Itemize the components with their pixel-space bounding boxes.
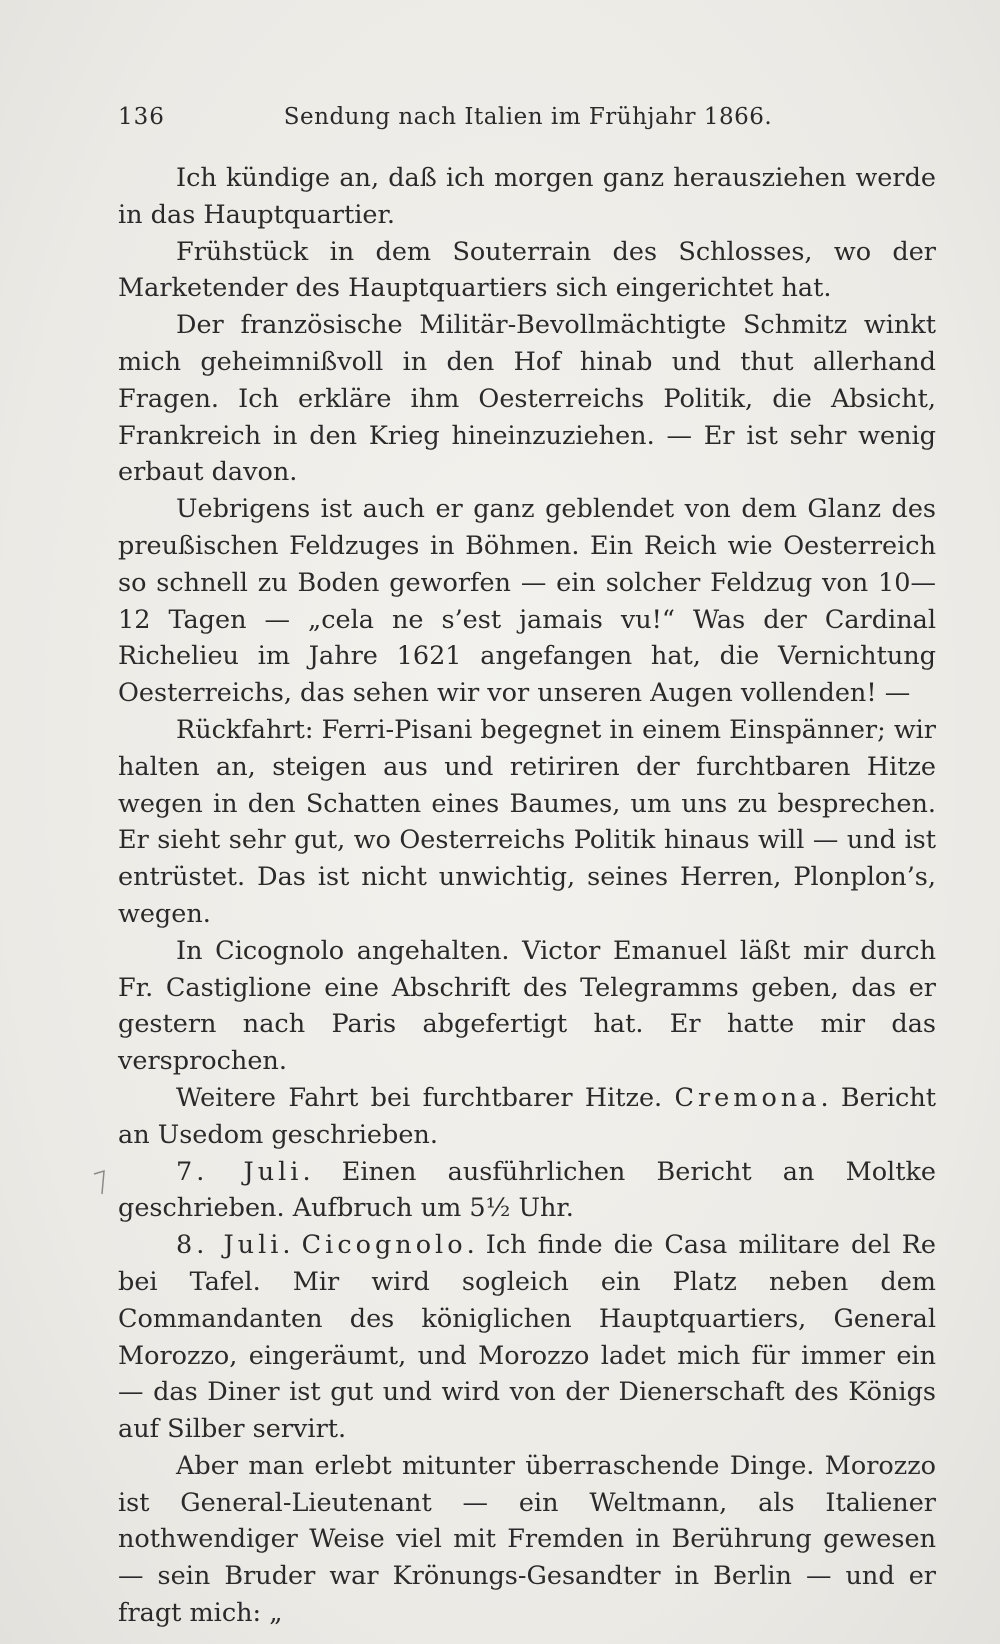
paragraph: Der französische Militär-Bevollmächtigte Schmitz winkt mich geheimnißvoll in den Hof hinab und thut allerhand Fragen. Ich erkläre ihm Oesterreichs Politik, die Absicht, Frankreich in den Krieg hineinzuziehen. — Er ist sehr wenig erbaut davon. (118, 310, 936, 488)
paragraph: Rückfahrt: Ferri-Pisani begegnet in einem Einspänner; wir halten an, steigen aus und retiriren der furchtbaren Hitze wegen in den Schatten eines Baumes, um uns zu besprechen. Er sieht sehr gut, wo Oesterreichs Politik hinaus will — und ist entrüstet. Das ist nicht unwichtig, seines Herren, Plonplon’s, wegen. (118, 714, 936, 929)
place-name: Cremona (674, 1082, 821, 1113)
paragraph: Ich kündige an, daß ich morgen ganz herausziehen werde in das Hauptquartier. (118, 163, 936, 230)
paragraph: Frühstück in dem Souterrain des Schlosses, wo der Marketender des Hauptquartiers sich eingerichtet hat. (118, 236, 936, 304)
place-name: Cicognolo (301, 1230, 467, 1261)
paragraph-text: . Ich finde die Casa militare del Re bei Tafel. Mir wird sogleich ein Platz neben dem Commandanten des königlichen Hauptquartiers, General Morozzo, eingeräumt, und Morozzo ladet mich für immer ein — das Diner ist gut und wird von der Dienerschaft des Königs auf Silber servirt. (118, 1230, 936, 1445)
pencil-mark-icon (88, 1168, 118, 1198)
paragraph: Aber man erlebt mitunter überraschende Dinge. Morozzo ist General-Lieutenant — ein Weltmann, als Italiener nothwendiger Weise viel mit Fremden in Berührung gewesen — sein Bruder war Krönungs-Gesandter in Berlin — und er fragt mich: „ (118, 1450, 936, 1629)
paragraph-text: Weitere Fahrt bei furchtbarer Hitze. (176, 1082, 675, 1113)
paragraph-text: . Einen ausführlichen Bericht an Moltke geschrieben. Aufbruch um 5½ Uhr. (118, 1156, 936, 1224)
paragraph (118, 1080, 936, 1154)
page-number: 136 (118, 104, 165, 130)
date-heading: 7. Juli (176, 1156, 303, 1187)
body-text (118, 160, 936, 1632)
paragraph: In Cicognolo angehalten. Victor Emanuel läßt mir durch Fr. Castiglione eine Abschrift des Telegramms geben, das er gestern nach Paris abgefertigt hat. Er hatte mir das versprochen. (118, 935, 936, 1077)
paragraph-text: . Bericht an Usedom geschrieben. (118, 1082, 936, 1150)
page-header (118, 96, 938, 136)
date-heading: 8. Juli (176, 1230, 283, 1261)
paragraph-text: . (282, 1230, 302, 1261)
running-title: Sendung nach Italien im Frühjahr 1866. (283, 104, 773, 130)
paragraph (118, 1154, 936, 1228)
paragraph (118, 1227, 936, 1448)
paragraph: Uebrigens ist auch er ganz geblendet von dem Glanz des preußischen Feldzuges in Böhmen. Ein Reich wie Oesterreich so schnell zu Boden geworfen — ein solcher Feldzug von 10—12 Tagen — „cela ne s’est jamais vu!“ Was der Cardinal Richelieu im Jahre 1621 angefangen hat, die Vernichtung Oesterreichs, das sehen wir vor unseren Augen vollenden! — (118, 494, 936, 709)
